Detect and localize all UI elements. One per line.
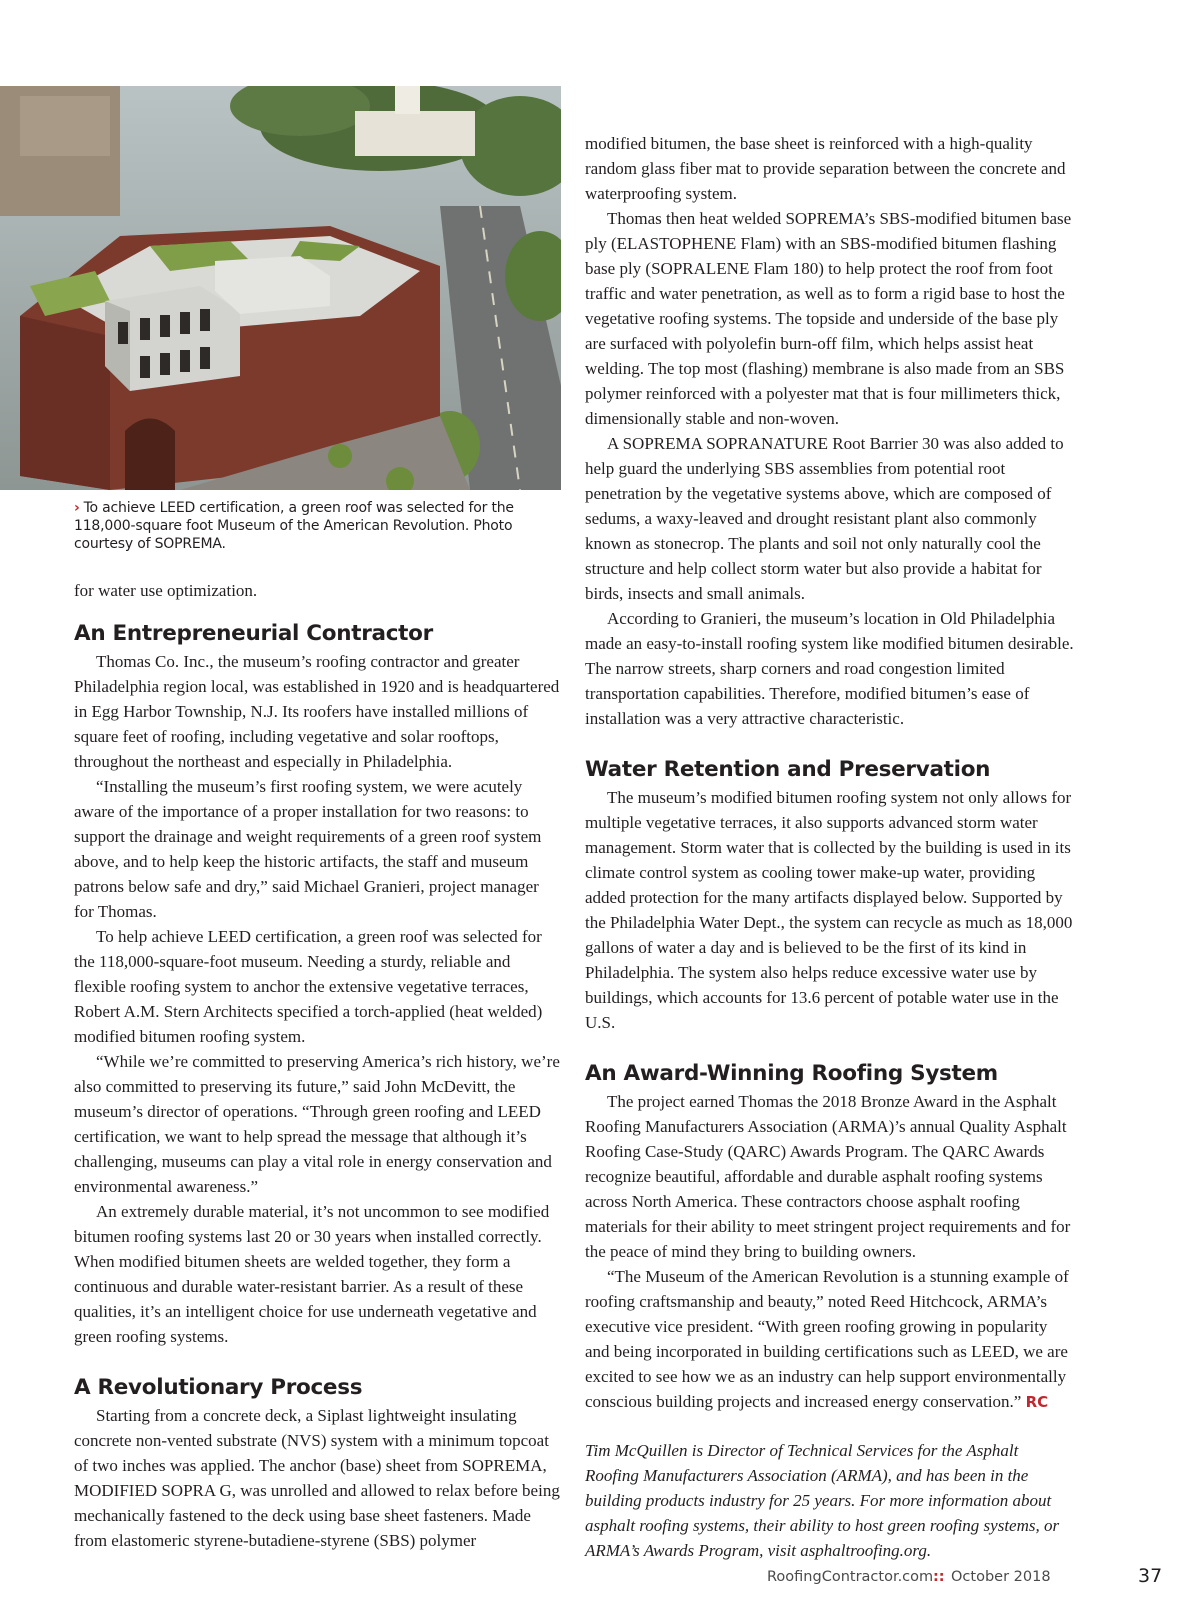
paragraph: Starting from a concrete deck, a Siplast lightweight insulating concrete non-vented substrate (NVS) system with a minimum topcoat of two inches was applied. The anchor (base) sheet from SOPREMA, MODIFIED SOPRA G, was unrolled and allowed to relax before being mechanically fastened to the deck using base sheet fasteners. Made from elastomeric styrene-butadiene-styrene (SBS) polymer <box>74 1406 560 1550</box>
paragraph-final <box>585 1264 1075 1415</box>
paragraph: To help achieve LEED certification, a green roof was selected for the 118,000-square-foot museum. Needing a sturdy, reliable and flexible roofing system to anchor the extensive vegetative terraces, Robert A.M. Stern Architects specified a torch-applied (heat welded) modified bitumen roofing system. <box>74 927 543 1046</box>
footer-site: RoofingContractor.com <box>767 1569 934 1585</box>
section-heading-process: A Revolutionary Process <box>74 1375 363 1400</box>
section-heading-water: Water Retention and Preservation <box>585 757 991 782</box>
paragraph: Thomas Co. Inc., the museum’s roofing contractor and greater Philadelphia region local, was established in 1920 and is headquartered in Egg Harbor Township, N.J. Its roofers have installed millions of square feet of roofing, including vegetative and solar rooftops, throughout the northeast and especially in Philadelphia. <box>74 652 560 771</box>
paragraph: An extremely durable material, it’s not uncommon to see modified bitumen roofing systems last 20 or 30 years when installed correctly. When modified bitumen sheets are welded together, they form a continuous and durable water-resistant barrier. As a result of these qualities, it’s an intelligent choice for use underneath vegetative and green roofing systems. <box>74 1202 550 1346</box>
footer-separator: :: <box>933 1569 945 1585</box>
chevron-right-icon: › <box>74 500 80 516</box>
paragraph: The museum’s modified bitumen roofing system not only allows for multiple vegetative terraces, it also supports advanced storm water management. Storm water that is collected by the building is used in its climate control system as cooling tower make-up water, providing added protection for the many artifacts displayed below. Supported by the Philadelphia Water Dept., the system can recycle as much as 18,000 gallons of water a day and is believed to be the first of its kind in Philadelphia. The system also helps reduce excessive water use by buildings, which accounts for 13.6 percent of potable water use in the U.S. <box>585 788 1073 1032</box>
museum-aerial-illustration <box>0 86 561 490</box>
continued-paragraph: modified bitumen, the base sheet is reinforced with a high-quality random glass fiber mat to provide separation between the concrete and waterproofing system. <box>585 134 1066 203</box>
intro-paragraph: for water use optimization. <box>74 581 258 600</box>
page-footer <box>0 1565 1200 1592</box>
paragraph: According to Granieri, the museum’s location in Old Philadelphia made an easy-to-install roofing system like modified bitumen desirable. The narrow streets, sharp corners and road congestion limited transportation capabilities. Therefore, modified bitumen’s ease of installation was a very attractive characteristic. <box>585 609 1074 728</box>
footer-date: October 2018 <box>951 1569 1051 1585</box>
caption-text: To achieve LEED certification, a green roof was selected for the 118,000-square foot Museum of the American Revolution. Photo courtesy of SOPREMA. <box>74 500 514 552</box>
paragraph: “Installing the museum’s first roofing system, we were acutely aware of the importance of a proper installation for two reasons: to support the drainage and weight requirements of a green roof system above, and to help keep the historic artifacts, the staff and museum patrons below safe and dry,” said Michael Granieri, project manager for Thomas. <box>74 777 542 921</box>
page-number: 37 <box>1138 1565 1163 1587</box>
section-heading-contractor: An Entrepreneurial Contractor <box>74 621 433 646</box>
quote-text: “The Museum of the American Revolution is a stunning example of roofing craftsmanship and beauty,” noted Reed Hitchcock, ARMA’s executive vice president. “With green roofing growing in popularity and being incorporated in building certifications such as LEED, we are excited to see how we as an industry can help support environmentally conscious building projects and increased energy conservation.” <box>585 1267 1069 1411</box>
paragraph: A SOPREMA SOPRANATURE Root Barrier 30 was also added to help guard the underlying SBS assemblies from potential root penetration by the vegetative systems above, which are composed of sedums, a waxy-leaved and drought resistant plant also commonly known as stonecrop. The plants and soil not only naturally cool the structure and help collect storm water but also provide a habitat for birds, insects and small animals. <box>585 434 1064 603</box>
left-column <box>74 578 562 1553</box>
end-mark: RC <box>1025 1393 1049 1411</box>
photo-caption <box>74 499 564 553</box>
paragraph: The project earned Thomas the 2018 Bronze Award in the Asphalt Roofing Manufacturers Association (ARMA)’s annual Quality Asphalt Roofing Case-Study (QARC) Awards Program. The QARC Awards recognize beautiful, affordable and durable asphalt roofing systems across North America. These contractors choose asphalt roofing materials for their ability to meet stringent project requirements and for the peace of mind they bring to building owners. <box>585 1092 1071 1261</box>
right-column <box>585 131 1075 1563</box>
paragraph: Thomas then heat welded SOPREMA’s SBS-modified bitumen base ply (ELASTOPHENE Flam) with an SBS-modified bitumen flashing base ply (SOPRALENE Flam 180) to help protect the roof from foot traffic and water penetration, as well as to form a rigid base to host the vegetative roofing systems. The topside and underside of the base ply are surfaced with polyolefin burn-off film, which helps assist heat welding. The top most (flashing) membrane is also made from an SBS polymer reinforced with a polyester mat that is four millimeters thick, dimensionally stable and non-woven. <box>585 209 1072 428</box>
paragraph: “While we’re committed to preserving America’s rich history, we’re also committed to preserving its future,” said John McDevitt, the museum’s director of operations. “Through green roofing and LEED certification, we want to help spread the message that although it’s challenging, museums can play a vital role in energy conservation and environmental awareness.” <box>74 1052 560 1196</box>
section-heading-award: An Award-Winning Roofing System <box>585 1061 998 1086</box>
author-bio: Tim McQuillen is Director of Technical Services for the Asphalt Roofing Manufacturers Association (ARMA), and has been in the building products industry for 25 years. For more information about asphalt roofing systems, their ability to host green roofing systems, or ARMA’s Awards Program, visit asphaltroofing.org. <box>585 1441 1060 1560</box>
article-photo <box>0 86 561 490</box>
